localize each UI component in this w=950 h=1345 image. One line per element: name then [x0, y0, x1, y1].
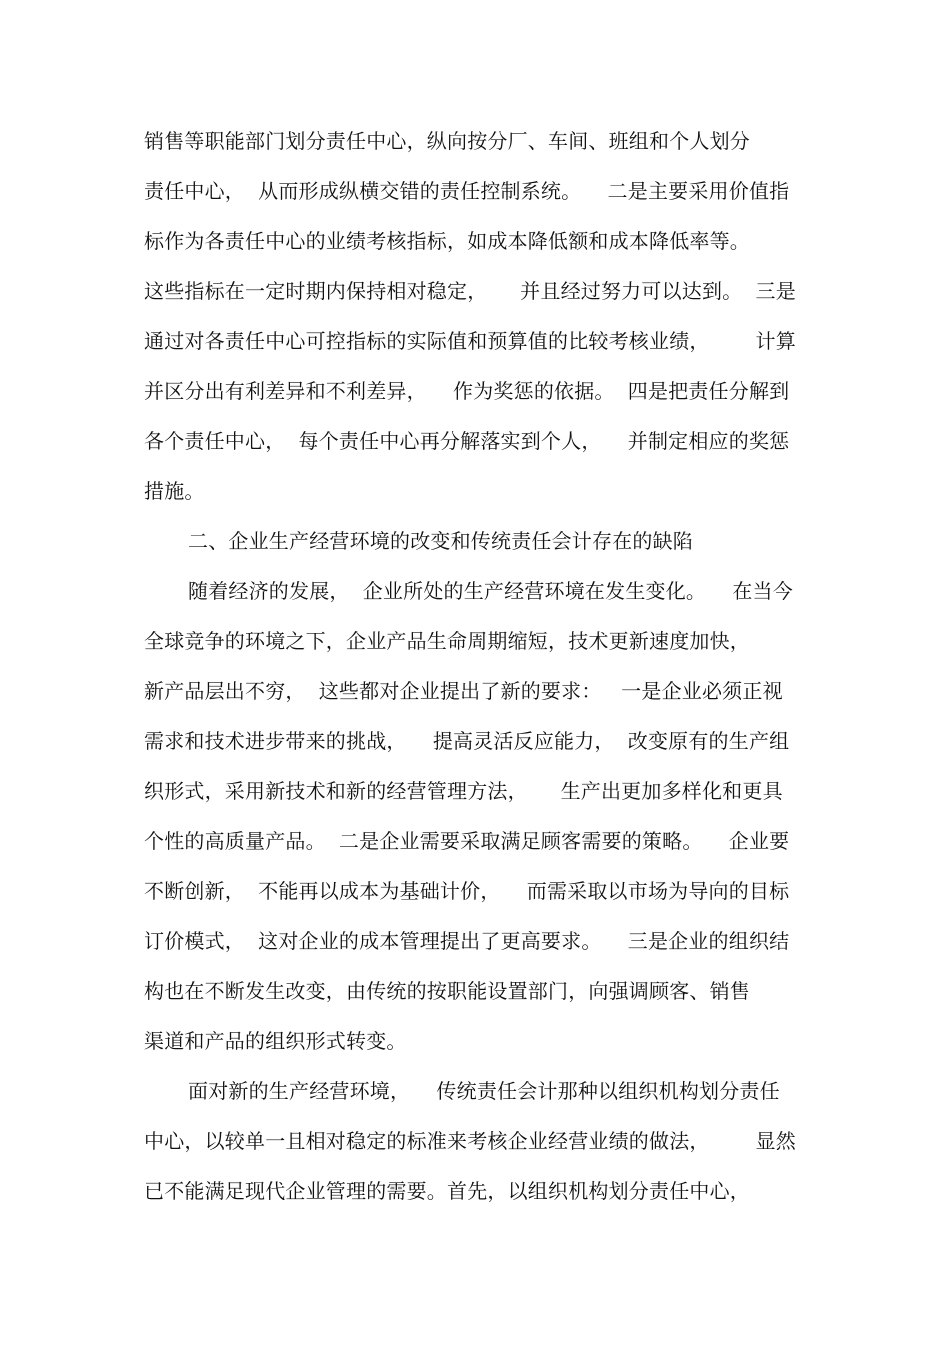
text-line: 标作为各责任中心的业绩考核指标，如成本降低额和成本降低率等。 [144, 229, 750, 253]
text-line: 措施。 [144, 479, 205, 503]
text-line: 各个责任中心， 每个责任中心再分解落实到个人， 并制定相应的奖惩 [144, 429, 790, 453]
text-line: 销售等职能部门划分责任中心，纵向按分厂、车间、班组和个人划分 [144, 129, 750, 153]
text-line: 不断创新， 不能再以成本为基础计价， 而需采取以市场为导向的目标 [144, 879, 790, 903]
text-line: 这些指标在一定时期内保持相对稳定， 并且经过努力可以达到。 三是 [144, 279, 796, 303]
text-line: 构也在不断发生改变，由传统的按职能设置部门，向强调顾客、销售 [144, 979, 750, 1003]
text-line: 中心，以较单一且相对稳定的标准来考核企业经营业绩的做法， 显然 [144, 1129, 796, 1153]
text-line: 订价模式， 这对企业的成本管理提出了更高要求。 三是企业的组织结 [144, 929, 790, 953]
text-line: 并区分出有利差异和不利差异， 作为奖惩的依据。 四是把责任分解到 [144, 379, 790, 403]
text-line: 责任中心， 从而形成纵横交错的责任控制系统。 二是主要采用价值指 [144, 179, 790, 203]
text-line: 全球竞争的环境之下，企业产品生命周期缩短，技术更新速度加快， [144, 629, 750, 653]
section-heading: 二、企业生产经营环境的改变和传统责任会计存在的缺陷 [188, 529, 693, 553]
text-line: 织形式，采用新技术和新的经营管理方法， 生产出更加多样化和更具 [144, 779, 783, 803]
text-line: 通过对各责任中心可控指标的实际值和预算值的比较考核业绩， 计算 [144, 329, 796, 353]
text-line: 面对新的生产经营环境， 传统责任会计那种以组织机构划分责任 [188, 1079, 780, 1103]
text-line: 个性的高质量产品。 二是企业需要采取满足顾客需要的策略。 企业要 [144, 829, 790, 853]
text-line: 需求和技术进步带来的挑战， 提高灵活反应能力， 改变原有的生产组 [144, 729, 790, 753]
text-line: 已不能满足现代企业管理的需要。首先，以组织机构划分责任中心， [144, 1179, 750, 1203]
text-line: 新产品层出不穷， 这些都对企业提出了新的要求： 一是企业必须正视 [144, 679, 783, 703]
text-line: 随着经济的发展， 企业所处的生产经营环境在发生变化。 在当今 [188, 579, 793, 603]
text-line: 渠道和产品的组织形式转变。 [144, 1029, 407, 1053]
